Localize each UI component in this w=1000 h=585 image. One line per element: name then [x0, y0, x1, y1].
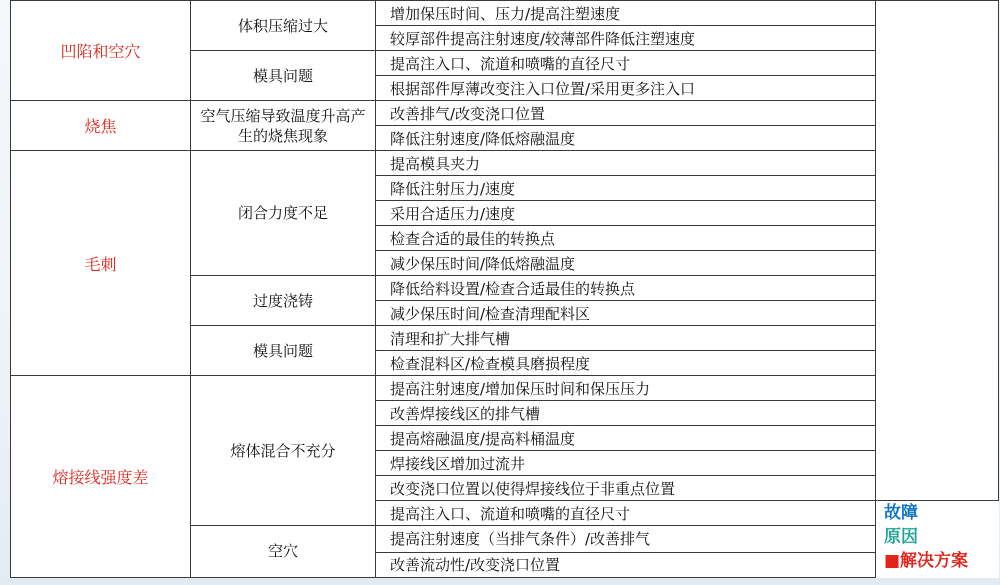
cause-cell: 闭合力度不足	[191, 151, 376, 276]
solution-cell: 检查混料区/检查模具磨损程度	[376, 351, 876, 376]
legend	[876, 501, 999, 578]
table-row	[11, 101, 999, 126]
solution-cell: 焊接线区增加过流井	[376, 451, 876, 476]
solution-cell: 减少保压时间/降低熔融温度	[376, 251, 876, 276]
solution-cell: 清理和扩大排气槽	[376, 326, 876, 351]
table-row	[11, 376, 999, 401]
cause-cell: 模具问题	[191, 51, 376, 101]
solution-cell: 较厚部件提高注射速度/较薄部件降低注塑速度	[376, 26, 876, 51]
table-row	[11, 1, 999, 26]
table-row	[11, 151, 999, 176]
solution-cell: 改变浇口位置以使得焊接线位于非重点位置	[376, 476, 876, 501]
solution-cell: 改善流动性/改变浇口位置	[376, 552, 876, 577]
solution-cell: 提高模具夹力	[376, 151, 876, 176]
cause-cell: 体积压缩过大	[191, 1, 376, 51]
solution-cell: 降低给料设置/检查合适最佳的转换点	[376, 276, 876, 301]
solution-cell: 改善排气/改变浇口位置	[376, 101, 876, 126]
cause-cell: 空气压缩导致温度升高产生的烧焦现象	[191, 101, 376, 151]
cause-cell: 空穴	[191, 526, 376, 578]
cause-cell: 模具问题	[191, 326, 376, 376]
troubleshooting-table	[10, 0, 999, 578]
fault-cell: 熔接线强度差	[11, 376, 191, 578]
solution-cell: 根据部件厚薄改变注入口位置/采用更多注入口	[376, 76, 876, 101]
solution-cell: 提高注射速度（当排气条件）/改善排气	[376, 526, 876, 553]
legend-item-solution: ■解决方案	[884, 551, 969, 571]
solution-cell: 提高注入口、流道和喷嘴的直径尺寸	[376, 501, 876, 526]
legend-item-fault: 故障	[884, 503, 918, 523]
solution-cell: 采用合适压力/速度	[376, 201, 876, 226]
cause-cell: 过度浇铸	[191, 276, 376, 326]
solution-cell: 提高注入口、流道和喷嘴的直径尺寸	[376, 51, 876, 76]
cause-cell: 熔体混合不充分	[191, 376, 376, 526]
fault-cell: 烧焦	[11, 101, 191, 151]
legend-item-cause: 原因	[884, 527, 918, 547]
solution-cell: 降低注射速度/降低熔融温度	[376, 126, 876, 151]
solution-cell: 提高注射速度/增加保压时间和保压压力	[376, 376, 876, 401]
solution-cell: 增加保压时间、压力/提高注塑速度	[376, 1, 876, 26]
solution-cell: 提高熔融温度/提高料桶温度	[376, 426, 876, 451]
solution-cell: 改善焊接线区的排气槽	[376, 401, 876, 426]
fault-cell: 凹陷和空穴	[11, 1, 191, 101]
solution-cell: 检查合适的最佳的转换点	[376, 226, 876, 251]
fault-cell: 毛刺	[11, 151, 191, 376]
solution-cell: 减少保压时间/检查清理配料区	[376, 301, 876, 326]
troubleshooting-table-container	[10, 0, 998, 580]
solution-cell: 降低注射压力/速度	[376, 176, 876, 201]
blank-column-cell	[876, 1, 999, 501]
